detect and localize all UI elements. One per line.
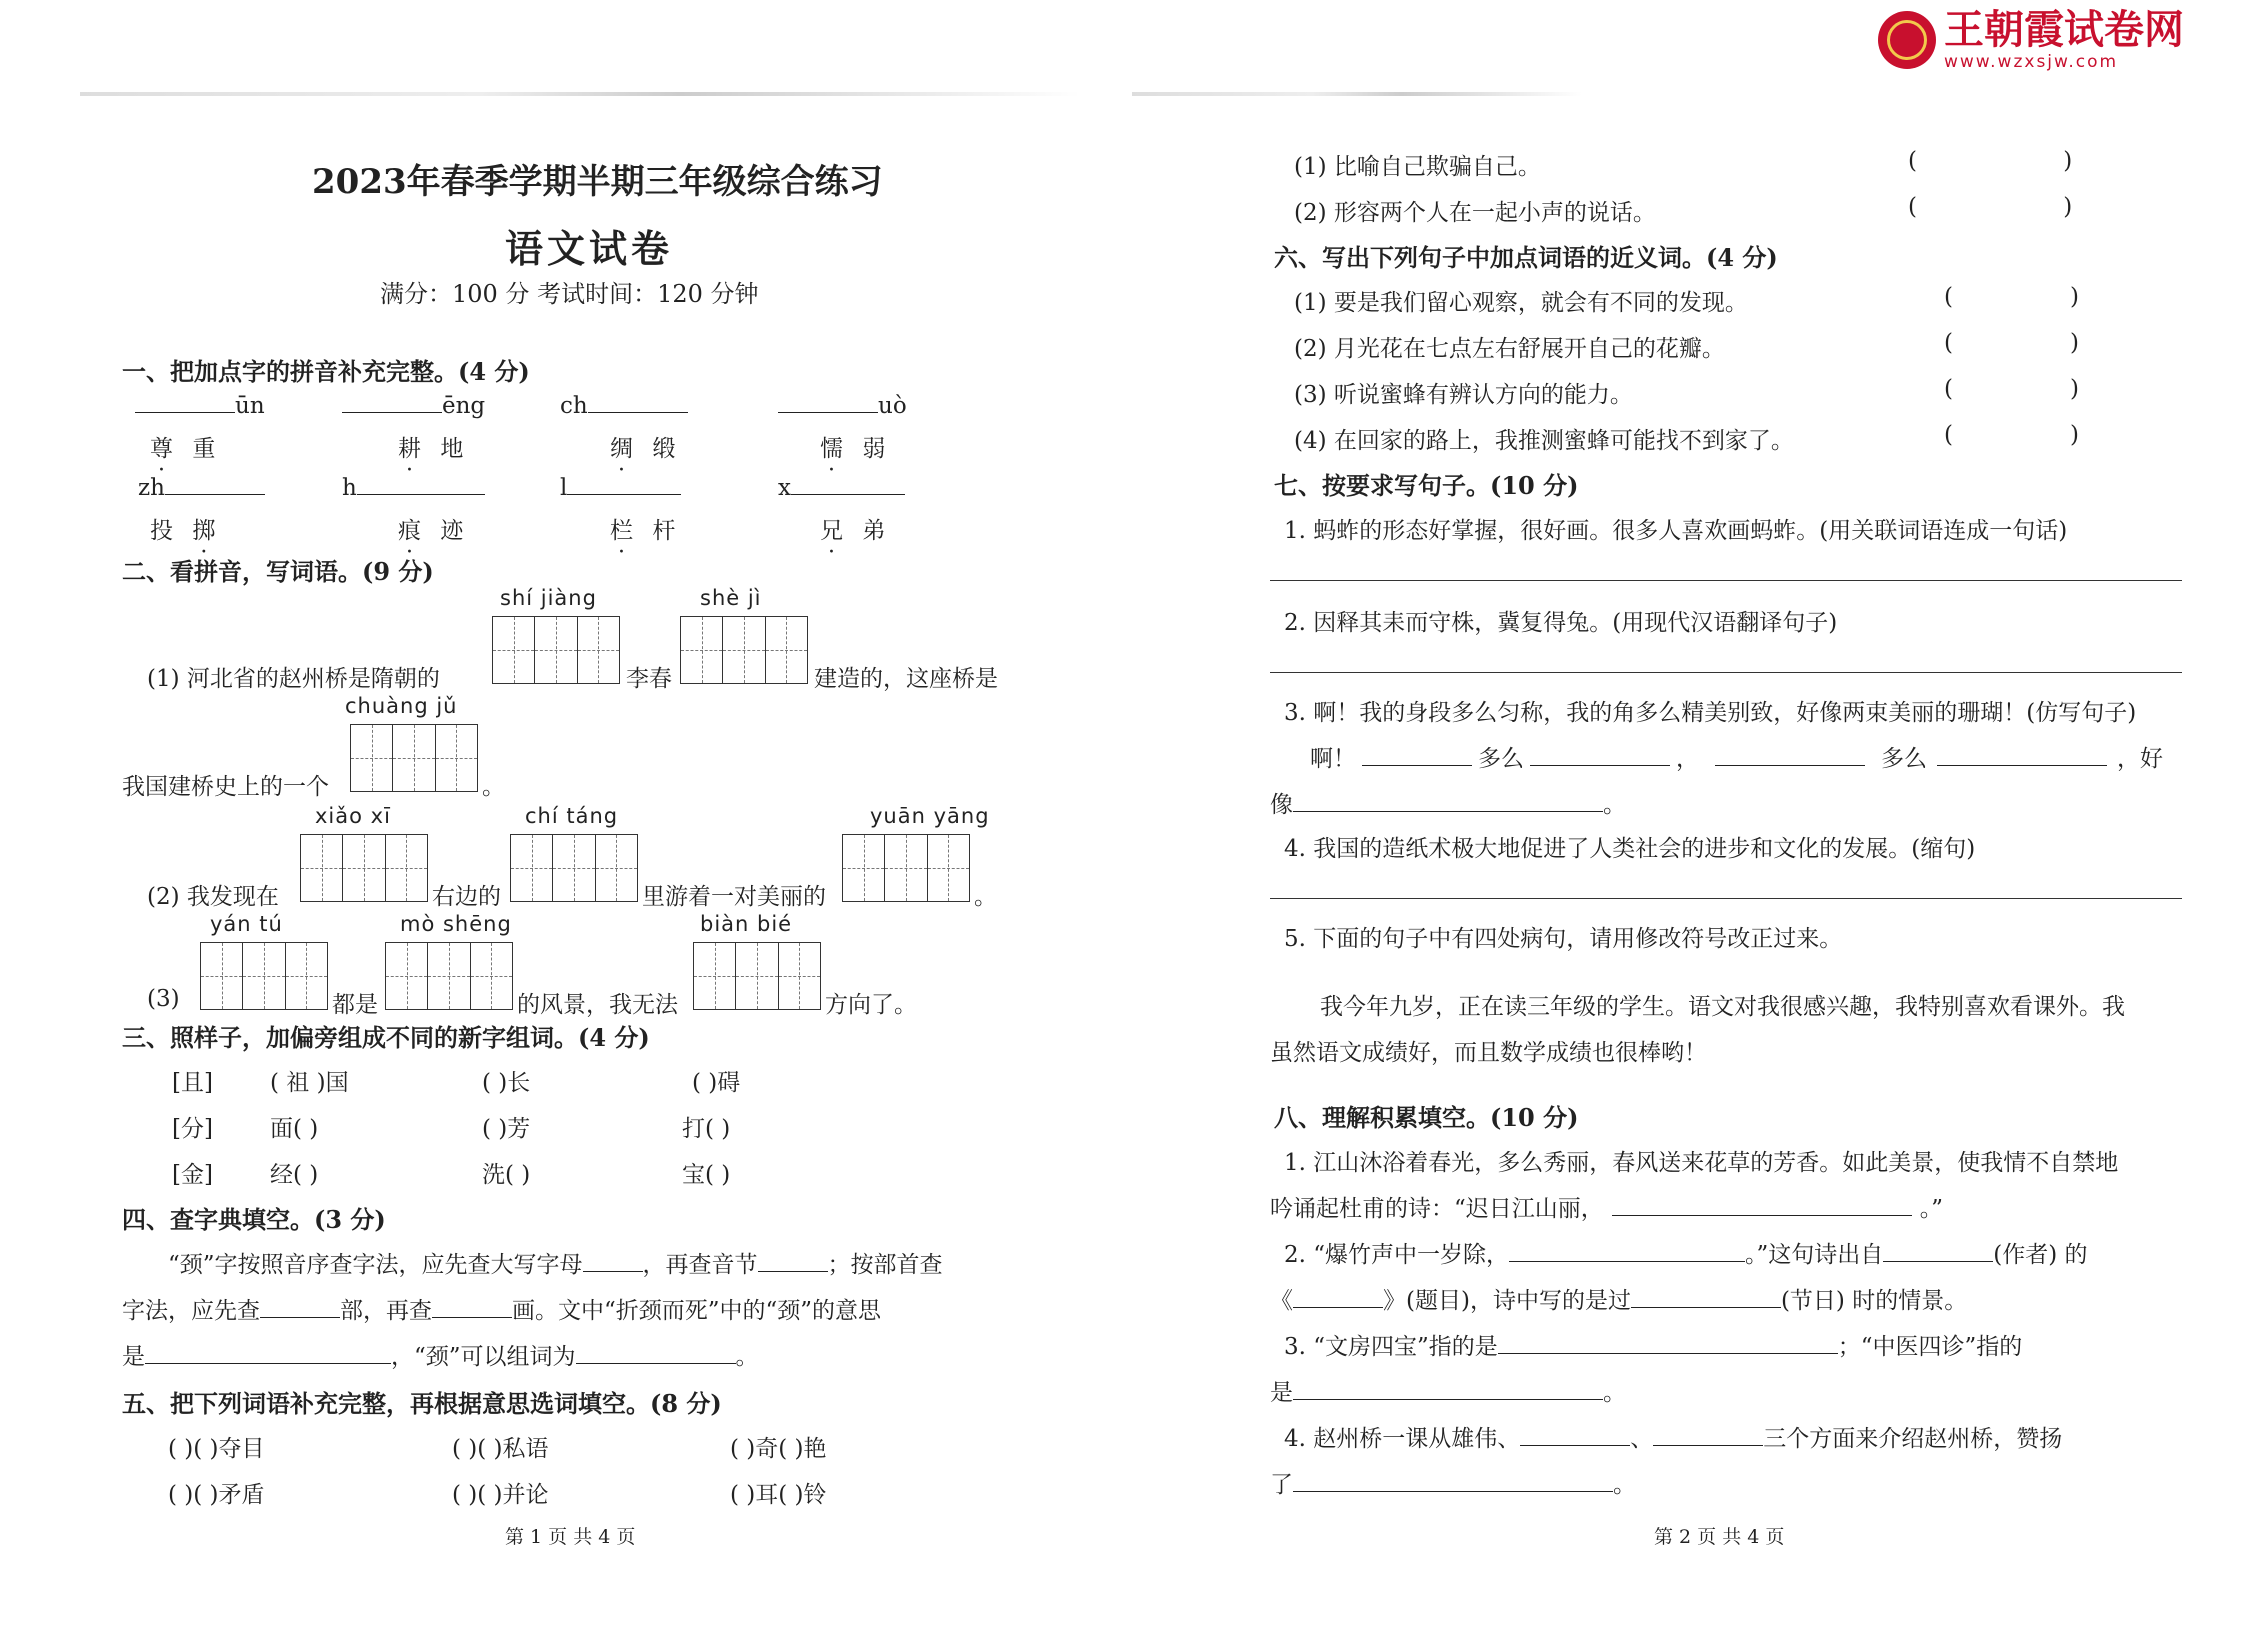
sentence-text: 的风景，我无法 <box>517 992 678 1018</box>
word-7: 栏 杆 <box>610 518 682 544</box>
synonym-sentence: (2) 月光花在七点左右舒展开自己的花瓣。 <box>1294 336 1725 362</box>
pinyin-fill-8: x <box>778 472 905 501</box>
writing-grid[interactable] <box>492 616 620 684</box>
sentence-text: 右边的 <box>432 884 501 910</box>
word-2: 耕 地 <box>398 436 470 462</box>
word-8: 兄 弟 <box>820 518 892 544</box>
writing-grid[interactable] <box>693 942 821 1010</box>
radical-label: [分] <box>172 1116 213 1142</box>
answer-blank[interactable] <box>260 1295 340 1318</box>
section1-heading: 一、把加点字的拼音补充完整。(4 分) <box>122 357 530 386</box>
answer-blank[interactable] <box>791 472 905 495</box>
answer-blank[interactable] <box>135 390 235 413</box>
radical-label: [金] <box>172 1162 213 1188</box>
synonym-sentence: (1) 要是我们留心观察，就会有不同的发现。 <box>1294 290 1748 316</box>
answer-blank[interactable] <box>1293 1469 1613 1492</box>
site-logo <box>1878 8 2184 72</box>
answer-blank[interactable] <box>1293 789 1603 812</box>
section7-heading: 七、按要求写句子。(10 分) <box>1274 471 1579 500</box>
fill-line: 2. “爆竹声中一岁除， 。”这句诗出自 (作者) 的 <box>1284 1236 2088 1269</box>
section8-heading: 八、理解积累填空。(10 分) <box>1274 1103 1579 1132</box>
idiom-meaning: (2) 形容两个人在一起小声的说话。 <box>1294 200 1656 226</box>
idiom-item[interactable]: ( )( )夺目 <box>168 1436 265 1462</box>
answer-blank[interactable] <box>758 1249 828 1272</box>
section3-heading: 三、照样子，加偏旁组成不同的新字组词。(4 分) <box>122 1023 650 1052</box>
pinyin-label: shè jì <box>700 586 762 610</box>
exam-title: 2023年春季学期半期三年级综合练习 <box>312 162 883 202</box>
answer-paren[interactable]: ( ) <box>1908 148 2073 174</box>
fill-line: 《 》(题目)，诗中写的是过 (节日) 时的情景。 <box>1270 1282 1967 1315</box>
pinyin-fill-2: ēng <box>342 390 485 419</box>
radical-item[interactable]: 面( ) <box>270 1116 319 1142</box>
radical-item[interactable]: ( )碍 <box>692 1070 741 1096</box>
writing-grid[interactable] <box>300 834 428 902</box>
answer-blank[interactable] <box>432 1295 512 1318</box>
sentence-text: 。 <box>974 884 997 910</box>
sentence-text: 里游着一对美丽的 <box>642 884 826 910</box>
pinyin-label: yuān yāng <box>870 804 990 828</box>
answer-blank[interactable] <box>576 1341 736 1364</box>
logo-name: 王朝霞试卷网 <box>1944 7 2184 53</box>
pinyin-label: biàn bié <box>700 912 793 936</box>
sentence-text: 建造的，这座桥是 <box>814 666 998 692</box>
logo-url: www.wzxsjw.com <box>1944 52 2119 72</box>
pinyin-fill-1: ūn <box>135 390 265 419</box>
radical-item[interactable]: 洗( ) <box>482 1162 531 1188</box>
scan-artifact <box>1132 92 1582 96</box>
idiom-item[interactable]: ( )( )矛盾 <box>168 1482 265 1508</box>
fill-line: 是 。 <box>1270 1374 1626 1407</box>
page-footer: 第 1 页 共 4 页 <box>505 1526 636 1548</box>
answer-blank[interactable] <box>567 472 681 495</box>
sentence-text: 李春 <box>626 666 672 692</box>
exam-meta: 满分：100 分 考试时间：120 分钟 <box>380 280 759 308</box>
pinyin-label: chí táng <box>525 804 619 828</box>
exam-subtitle: 语文试卷 <box>505 226 674 271</box>
answer-blank[interactable] <box>1509 1239 1745 1262</box>
idiom-item[interactable]: ( )奇( )艳 <box>730 1436 827 1462</box>
page-footer: 第 2 页 共 4 页 <box>1654 1526 1785 1548</box>
sentence-text: (3) <box>147 986 180 1012</box>
sentence-text: (1) 河北省的赵州桥是隋朝的 <box>147 666 440 692</box>
section6-heading: 六、写出下列句子中加点词语的近义词。(4 分) <box>1274 243 1778 272</box>
fill-line: 4. 赵州桥一课从雄伟、 、 三个方面来介绍赵州桥，赞扬 <box>1284 1420 2062 1453</box>
question-text: 1. 江山沐浴着春光，多么秀丽，春风送来花草的芳香。如此美景，使我情不自禁地 <box>1284 1150 2119 1176</box>
word-6: 痕 迹 <box>398 518 470 544</box>
imitate-line-2: 像 。 <box>1270 786 1626 819</box>
answer-paren[interactable]: ( ) <box>1944 376 2079 402</box>
answer-blank[interactable] <box>588 390 688 413</box>
radical-item[interactable]: 宝( ) <box>682 1162 731 1188</box>
answer-blank[interactable] <box>1498 1331 1838 1354</box>
answer-blank[interactable] <box>1715 743 1865 766</box>
question-text: 3. 啊！我的身段多么匀称，我的角多么精美别致，好像两束美丽的珊瑚！(仿写句子) <box>1284 700 2137 726</box>
section5-heading: 五、把下列词语补充完整，再根据意思选词填空。(8 分) <box>122 1389 722 1418</box>
dictionary-line-1: “颈”字按照音序查字法，应先查大写字母 ，再查音节 ；按部首查 <box>168 1246 943 1279</box>
pinyin-fill-4: uò <box>778 390 907 419</box>
question-text: 1. 蚂蚱的形态好掌握，很好画。很多人喜欢画蚂蚱。(用关联词语连成一句话) <box>1284 518 2068 544</box>
idiom-item[interactable]: ( )耳( )铃 <box>730 1482 827 1508</box>
exam-page-2 <box>1132 0 2264 1649</box>
answer-blank[interactable] <box>1520 1423 1630 1446</box>
answer-blank[interactable] <box>1293 1377 1603 1400</box>
sentence-text: 我国建桥史上的一个 <box>122 774 329 800</box>
dictionary-line-3: 是 ，“颈”可以组词为 。 <box>122 1338 759 1371</box>
sentence-text: 方向了。 <box>825 992 917 1018</box>
synonym-sentence: (4) 在回家的路上，我推测蜜蜂可能找不到家了。 <box>1294 428 1794 454</box>
answer-blank[interactable] <box>1631 1285 1781 1308</box>
answer-blank[interactable] <box>165 472 265 495</box>
pinyin-fill-6: h <box>342 472 485 501</box>
pinyin-label: shí jiàng <box>500 586 597 610</box>
fill-line: 3. “文房四宝”指的是 ；“中医四诊”指的 <box>1284 1328 2022 1361</box>
idiom-item[interactable]: ( )( )并论 <box>452 1482 549 1508</box>
passage-text: 虽然语文成绩好，而且数学成绩也很棒哟！ <box>1270 1040 1707 1066</box>
writing-grid[interactable] <box>385 942 513 1010</box>
passage-text: 我今年九岁，正在读三年级的学生。语文对我很感兴趣，我特别喜欢看课外。我 <box>1320 994 2125 1020</box>
question-text: 4. 我国的造纸术极大地促进了人类社会的进步和文化的发展。(缩句) <box>1284 836 1976 862</box>
answer-blank[interactable] <box>342 390 442 413</box>
idiom-item[interactable]: ( )( )私语 <box>452 1436 549 1462</box>
synonym-sentence: (3) 听说蜜蜂有辨认方向的能力。 <box>1294 382 1633 408</box>
scan-artifact <box>80 92 1080 96</box>
pinyin-fill-5: zh <box>138 472 265 501</box>
radical-item[interactable]: ( )长 <box>482 1070 531 1096</box>
pinyin-label: yán tú <box>210 912 283 936</box>
answer-blank[interactable] <box>1937 743 2107 766</box>
answer-blank[interactable] <box>1362 743 1472 766</box>
answer-blank[interactable] <box>145 1341 391 1364</box>
answer-line[interactable] <box>1270 580 2182 581</box>
answer-blank[interactable] <box>778 390 878 413</box>
writing-grid[interactable] <box>680 616 808 684</box>
dictionary-line-2: 字法，应先查 部，再查 画。文中“折颈而死”中的“颈”的意思 <box>122 1292 881 1325</box>
imitate-line-1: 啊！ 多么 ， 多么 ，好 <box>1310 740 2163 773</box>
answer-line[interactable] <box>1270 672 2182 673</box>
section4-heading: 四、查字典填空。(3 分) <box>122 1205 386 1234</box>
radical-label: [且] <box>172 1070 213 1096</box>
pinyin-fill-3: ch <box>560 390 688 419</box>
word-3: 绸 缎 <box>610 436 682 462</box>
answer-paren[interactable]: ( ) <box>1944 330 2079 356</box>
writing-grid[interactable] <box>510 834 638 902</box>
idiom-meaning: (1) 比喻自己欺骗自己。 <box>1294 154 1541 180</box>
sentence-text: 。 <box>482 774 505 800</box>
answer-blank[interactable] <box>1653 1423 1763 1446</box>
word-1: 尊 重 <box>150 436 222 462</box>
answer-blank[interactable] <box>1293 1285 1383 1308</box>
sentence-text: (2) 我发现在 <box>147 884 279 910</box>
answer-blank[interactable] <box>583 1249 643 1272</box>
answer-blank[interactable] <box>1530 743 1670 766</box>
question-text: 5. 下面的句子中有四处病句，请用修改符号改正过来。 <box>1284 926 1843 952</box>
answer-blank[interactable] <box>1883 1239 1993 1262</box>
fill-line: 了 。 <box>1270 1466 1636 1499</box>
answer-paren[interactable]: ( ) <box>1944 284 2079 310</box>
word-5: 投 掷 <box>150 518 222 544</box>
pinyin-label: xiǎo xī <box>315 804 391 828</box>
fill-line: 吟诵起杜甫的诗：“迟日江山丽， 。” <box>1270 1190 1943 1223</box>
pinyin-label: chuàng jǔ <box>345 694 458 718</box>
writing-grid[interactable] <box>200 942 328 1010</box>
radical-item[interactable]: 经( ) <box>270 1162 319 1188</box>
question-text: 2. 因释其耒而守株，冀复得兔。(用现代汉语翻译句子) <box>1284 610 1838 636</box>
writing-grid[interactable] <box>842 834 970 902</box>
radical-item[interactable]: 打( ) <box>682 1116 731 1142</box>
sentence-text: 都是 <box>332 992 378 1018</box>
pinyin-fill-7: l <box>560 472 681 501</box>
word-4: 懦 弱 <box>820 436 892 462</box>
writing-grid[interactable] <box>350 724 478 792</box>
radical-item[interactable]: ( )芳 <box>482 1116 531 1142</box>
seal-icon <box>1878 11 1936 69</box>
answer-paren[interactable]: ( ) <box>1908 194 2073 220</box>
answer-blank[interactable] <box>357 472 485 495</box>
answer-blank[interactable] <box>1612 1193 1912 1216</box>
answer-paren[interactable]: ( ) <box>1944 422 2079 448</box>
radical-item[interactable]: ( 祖 )国 <box>270 1070 349 1096</box>
answer-line[interactable] <box>1270 898 2182 899</box>
section2-heading: 二、看拼音，写词语。(9 分) <box>122 557 434 586</box>
pinyin-label: mò shēng <box>400 912 512 936</box>
